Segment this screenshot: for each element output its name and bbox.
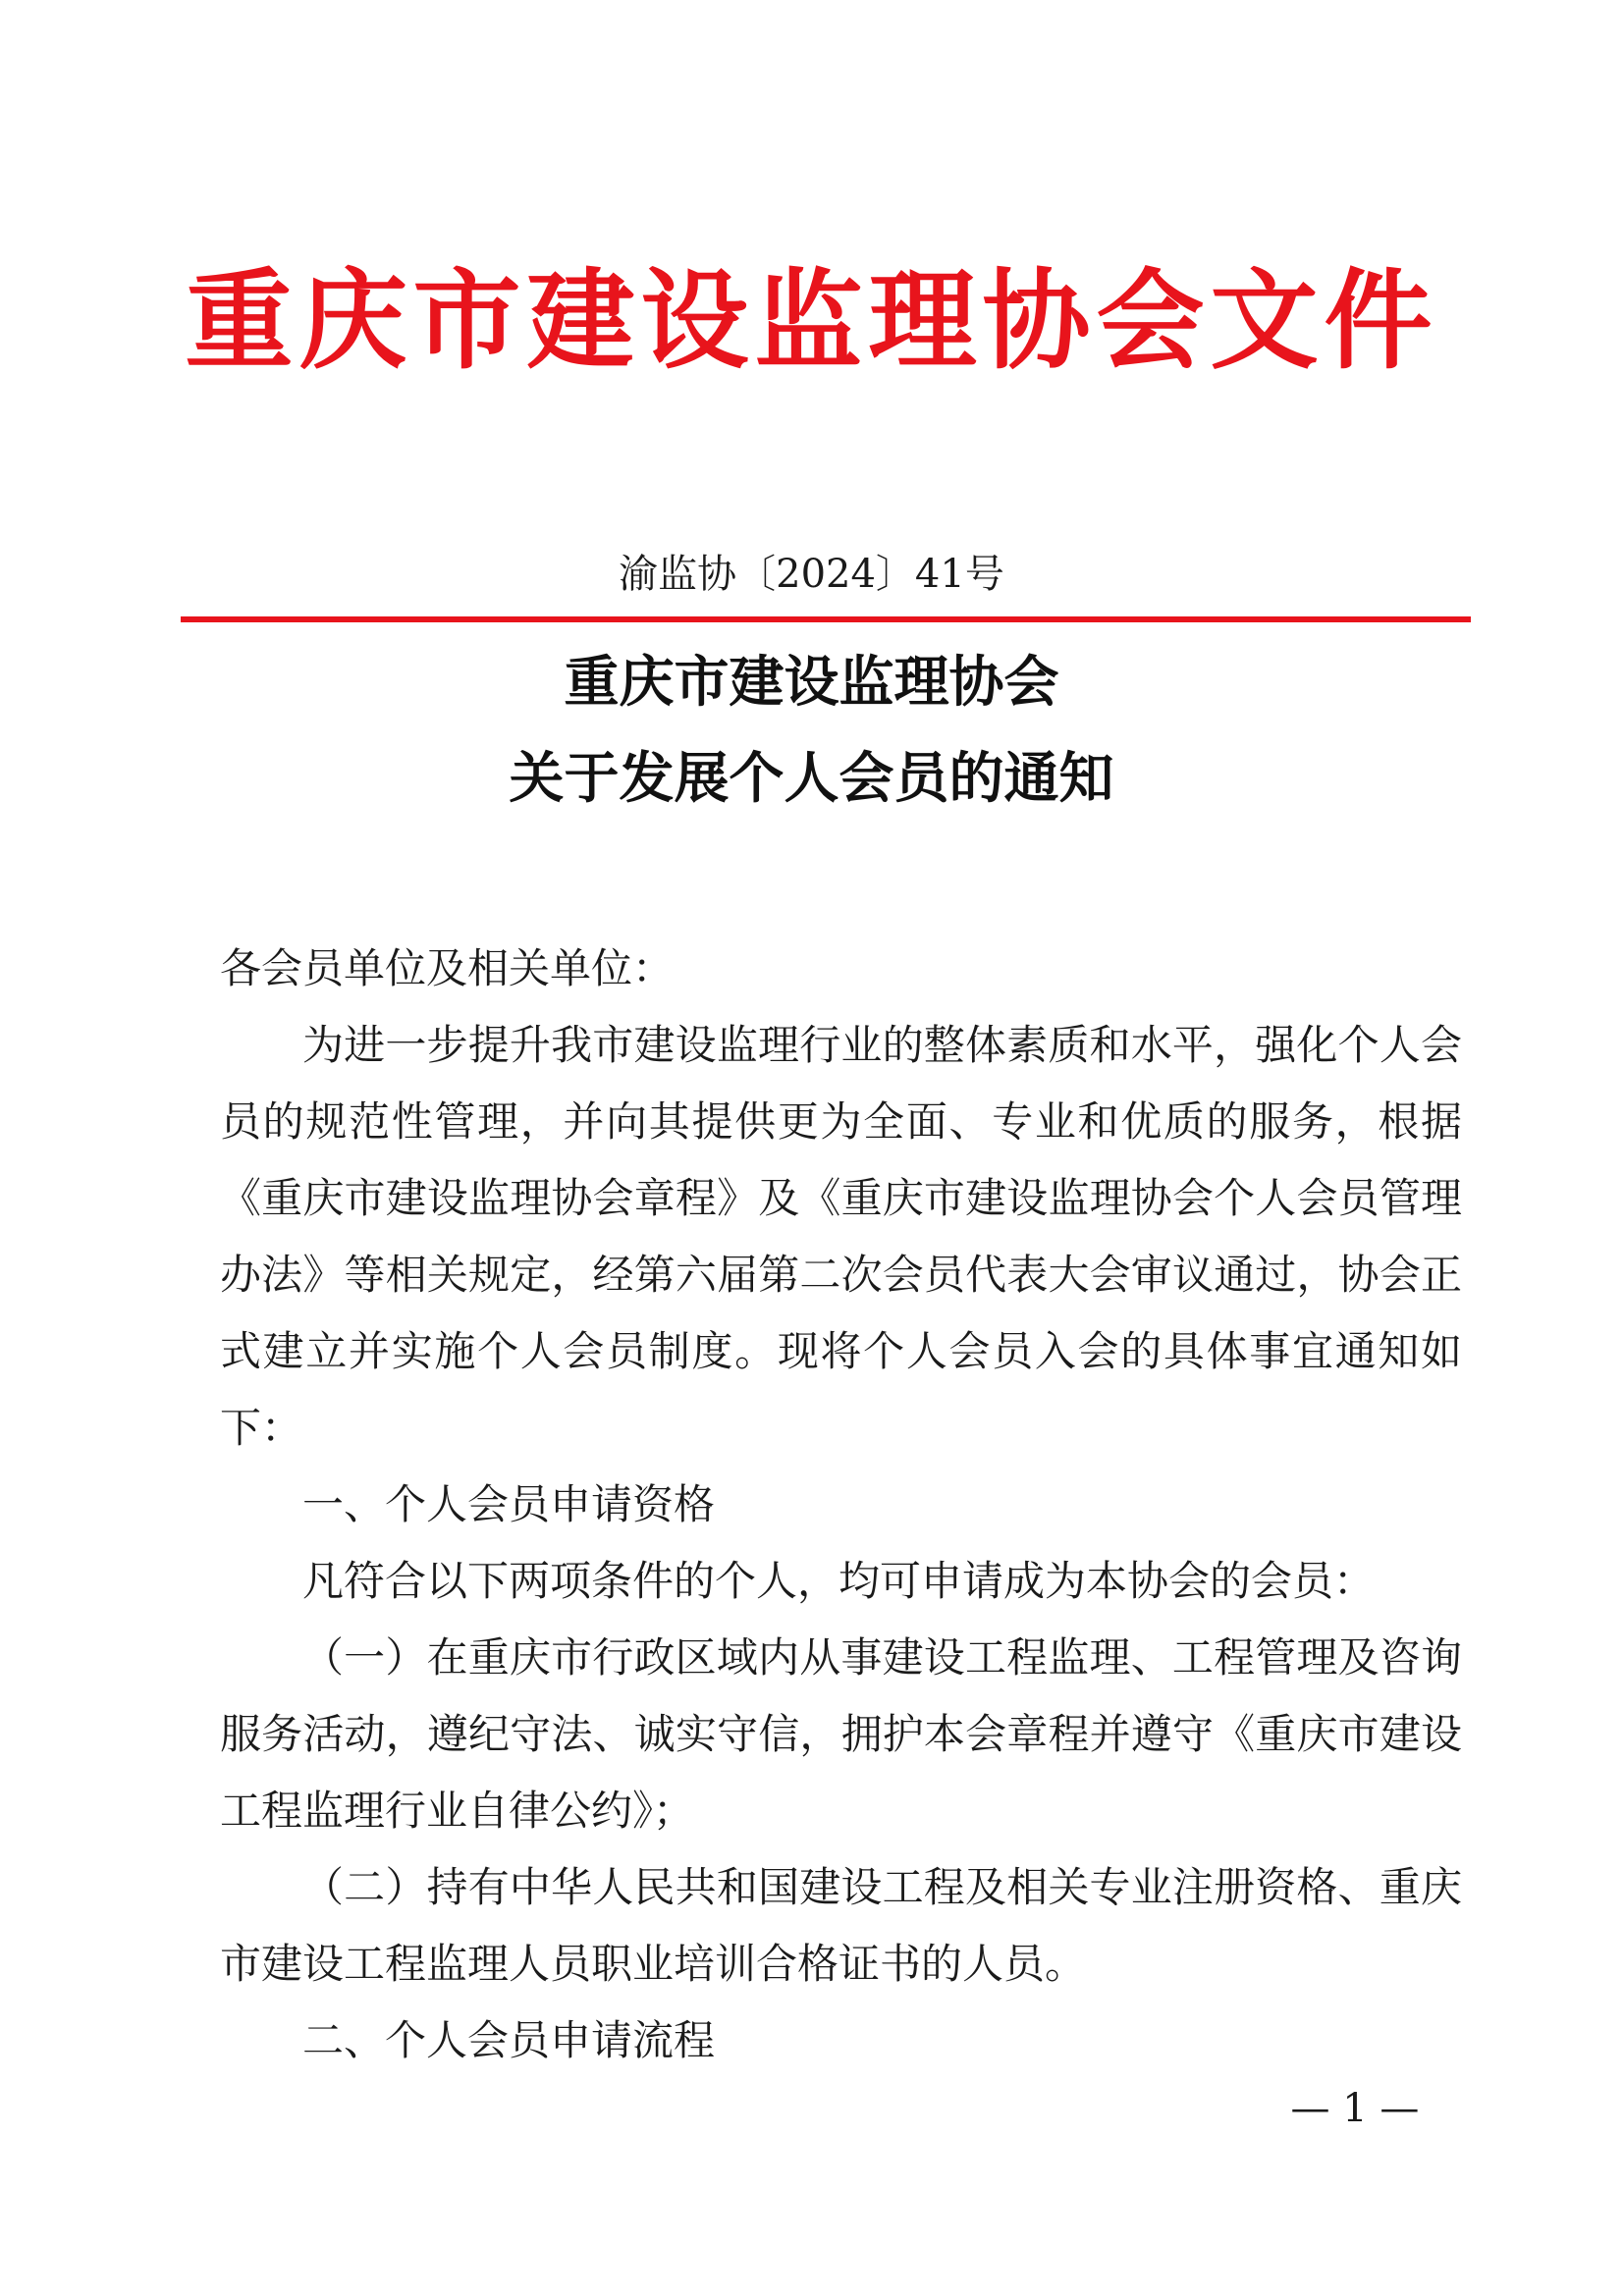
body-paragraph-intro: 为进一步提升我市建设监理行业的整体素质和水平，强化个人会员的规范性管理，并向其提供更为全面、专业和优质的服务，根据《重庆市建设监理协会章程》及《重庆市建设监理协会个人会员管理办法》等相关规定，经第六届第二次会员代表大会审议通过，协会正式建立并实施个人会员制度。现将个人会员入会的具体事宜通知如下： [220, 1021, 1462, 1452]
notice-body [220, 931, 1462, 2079]
condition-item-2: （二）持有中华人民共和国建设工程及相关专业注册资格、重庆市建设工程监理人员职业培训合格证书的人员。 [220, 1863, 1462, 1988]
document-number: 渝监协〔2024〕41号 [619, 552, 1004, 597]
document-header-title: 重庆市建设监理协会文件 [185, 257, 1438, 384]
red-divider-line [181, 616, 1471, 622]
condition-item-1: （一）在重庆市行政区域内从事建设工程监理、工程管理及咨询服务活动，遵纪守法、诚实守信，拥护本会章程并遵守《重庆市建设工程监理行业自律公约》； [220, 1633, 1462, 1835]
body-paragraph-conditions: 凡符合以下两项条件的个人，均可申请成为本协会的会员： [302, 1557, 1376, 1605]
salutation: 各会员单位及相关单位： [220, 944, 675, 992]
page-number: — 1 — [1290, 2086, 1420, 2131]
notice-title-line-1: 重庆市建设监理协会 [564, 650, 1059, 715]
section-heading-process: 二、个人会员申请流程 [302, 2016, 716, 2064]
section-heading-eligibility: 一、个人会员申请资格 [302, 1480, 716, 1528]
notice-title-line-2: 关于发展个人会员的通知 [509, 746, 1114, 811]
